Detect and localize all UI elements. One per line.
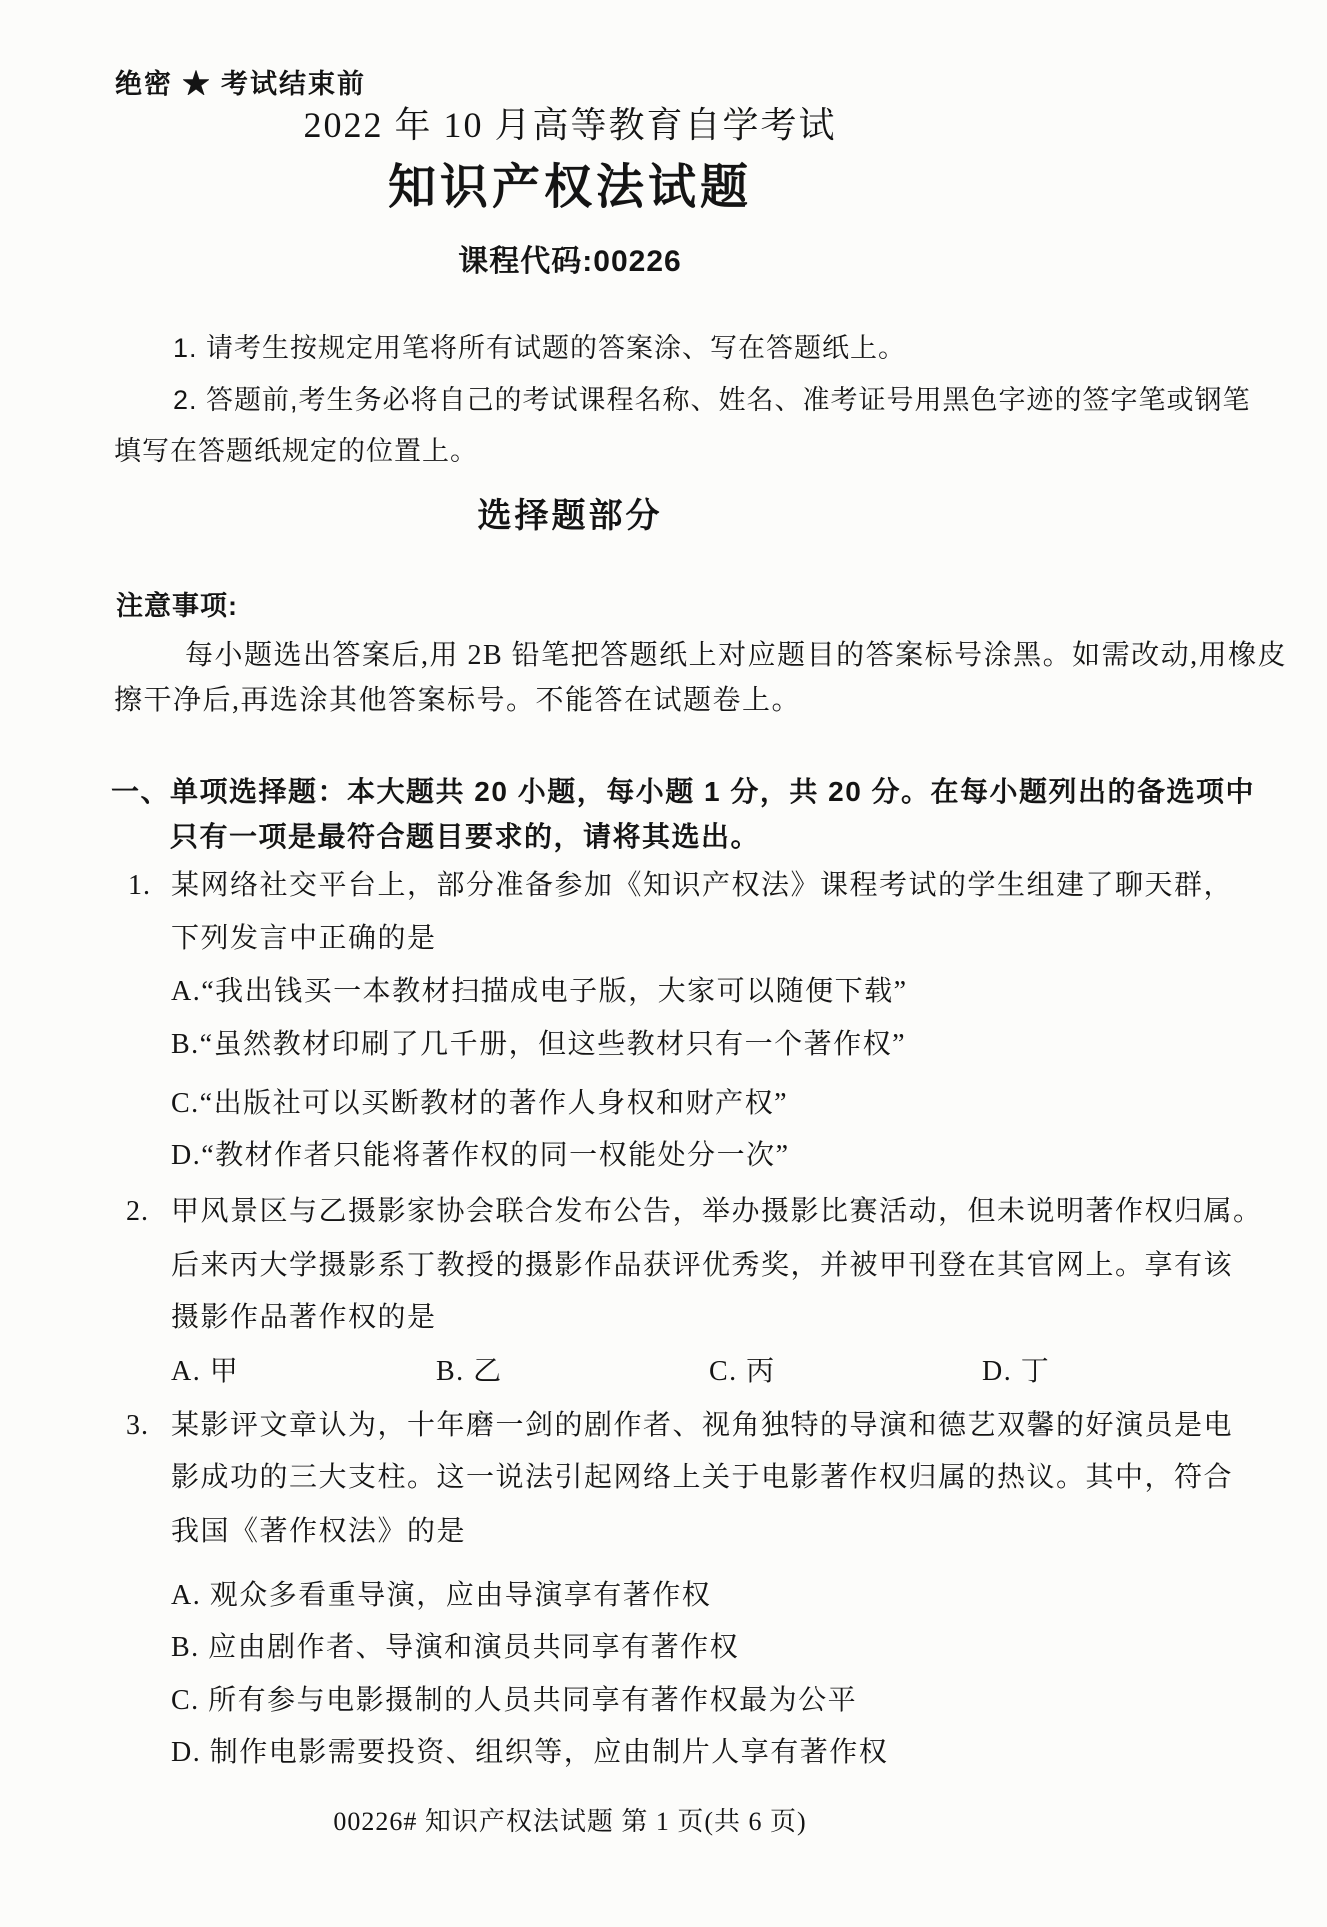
part-one-header-line-2: 只有一项是最符合题目要求的，请将其选出。 bbox=[170, 821, 761, 852]
instruction-item-2-line-2: 填写在答题纸规定的位置上。 bbox=[114, 436, 478, 466]
question-2-option-d: D. 丁 bbox=[982, 1356, 1051, 1387]
question-1-stem-line-1: 某网络社交平台上，部分准备参加《知识产权法》课程考试的学生组建了聊天群， bbox=[171, 870, 1234, 901]
part-one-number: 一、 bbox=[111, 776, 171, 807]
question-3-stem-line-1: 某影评文章认为，十年磨一剑的剧作者、视角独特的导演和德艺双馨的好演员是电 bbox=[171, 1410, 1234, 1441]
notes-heading: 注意事项: bbox=[116, 591, 238, 621]
question-1-number: 1. bbox=[128, 870, 151, 901]
course-code: 课程代码:00226 bbox=[458, 245, 682, 278]
exam-paper-title: 知识产权法试题 bbox=[387, 161, 752, 214]
question-1-option-d: D.“教材作者只能将著作权的同一权能处分一次” bbox=[171, 1140, 790, 1171]
question-2-stem-line-3: 摄影作品著作权的是 bbox=[171, 1302, 437, 1333]
question-1-option-b: B.“虽然教材印刷了几千册，但这些教材只有一个著作权” bbox=[171, 1029, 907, 1060]
question-1-option-c: C.“出版社可以买断教材的著作人身权和财产权” bbox=[171, 1088, 789, 1119]
question-3-option-d: D. 制作电影需要投资、组织等，应由制片人享有著作权 bbox=[171, 1737, 889, 1768]
question-3-option-b: B. 应由剧作者、导演和演员共同享有著作权 bbox=[171, 1632, 740, 1663]
question-1-stem-line-2: 下列发言中正确的是 bbox=[171, 923, 437, 954]
question-3-stem-line-2: 影成功的三大支柱。这一说法引起网络上关于电影著作权归属的热议。其中，符合 bbox=[171, 1462, 1234, 1493]
question-2-stem-line-2: 后来丙大学摄影系丁教授的摄影作品获评优秀奖，并被甲刊登在其官网上。享有该 bbox=[171, 1250, 1234, 1281]
question-3-stem-line-3: 我国《著作权法》的是 bbox=[171, 1516, 467, 1547]
question-3-option-c: C. 所有参与电影摄制的人员共同享有著作权最为公平 bbox=[171, 1685, 858, 1716]
instruction-item-2-line-1: 2. 答题前,考生务必将自己的考试课程名称、姓名、准考证号用黑色字迹的签字笔或钢笔 bbox=[173, 385, 1251, 415]
exam-session-title: 2022 年 10 月高等教育自学考试 bbox=[303, 105, 837, 145]
part-one-header-line-1: 单项选择题：本大题共 20 小题，每小题 1 分，共 20 分。在每小题列出的备选项中 bbox=[170, 776, 1256, 807]
page-footer: 00226# 知识产权法试题 第 1 页(共 6 页) bbox=[333, 1807, 807, 1836]
notes-line-1: 每小题选出答案后,用 2B 铅笔把答题纸上对应题目的答案标号涂黑。如需改动,用橡皮 bbox=[185, 640, 1288, 671]
question-2-option-b: B. 乙 bbox=[436, 1356, 503, 1387]
instruction-item-1: 1. 请考生按规定用笔将所有试题的答案涂、写在答题纸上。 bbox=[173, 333, 907, 363]
question-3-option-a: A. 观众多看重导演，应由导演享有著作权 bbox=[171, 1580, 712, 1611]
question-3-number: 3. bbox=[126, 1410, 149, 1441]
question-1-option-a: A.“我出钱买一本教材扫描成电子版，大家可以随便下载” bbox=[171, 976, 908, 1007]
section-part-title: 选择题部分 bbox=[477, 497, 663, 535]
question-2-number: 2. bbox=[126, 1196, 149, 1227]
notes-line-2: 擦干净后,再选涂其他答案标号。不能答在试题卷上。 bbox=[114, 685, 802, 716]
question-2-option-a: A. 甲 bbox=[171, 1356, 240, 1387]
question-2-stem-line-1: 甲风景区与乙摄影家协会联合发布公告，举办摄影比赛活动，但未说明著作权归属。 bbox=[171, 1196, 1263, 1227]
security-banner: 绝密 ★ 考试结束前 bbox=[115, 69, 367, 99]
question-2-option-c: C. 丙 bbox=[709, 1356, 776, 1387]
